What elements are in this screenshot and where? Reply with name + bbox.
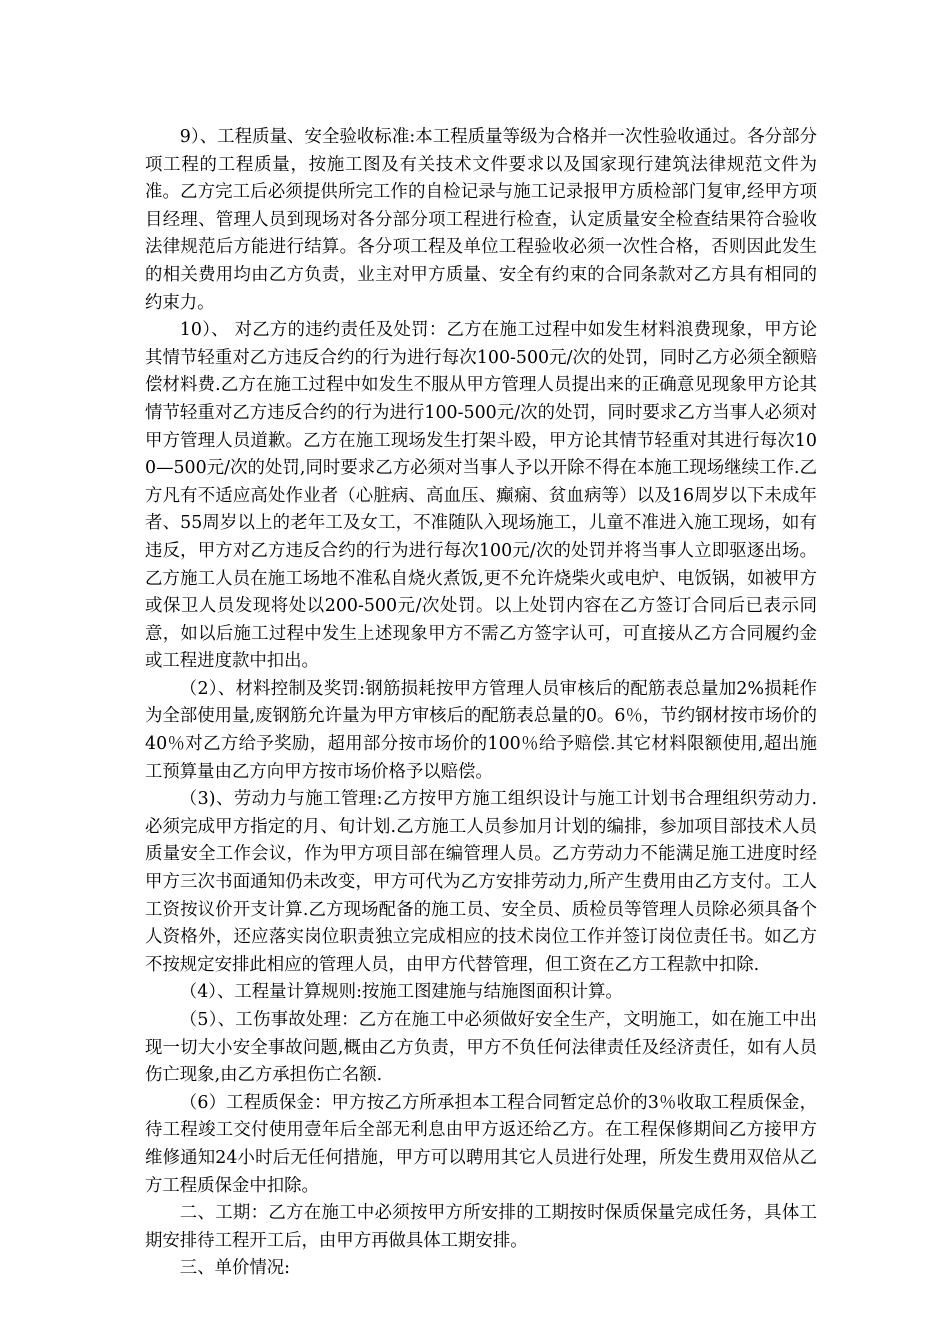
section-2-schedule: 二、工期：乙方在施工中必须按甲方所安排的工期按时保质保量完成任务，具体工期安排待工程开工后，由甲方再做具体工期安排。 xyxy=(145,1203,817,1251)
clause-9-quality-acceptance: 9）、工程质量、安全验收标准:本工程质量等级为合格并一次性验收通过。各分部分项工程的工程质量，按施工图及有关技术文件要求以及国家现行建筑法律规范文件为准。乙方完工后必须提供所完工作的自检记录与施工记录报甲方质检部门复审,经甲方项目经理、管理人员到现场对各分部分项工程进行检查，认定质量安全检查结果符合验收法律规范后方能进行结算。各分项工程及单位工程验收必须一次性合格，否则因此发生的相关费用均由乙方负责，业主对甲方质量、安全有约束的合同条款对乙方具有相同的约束力。 xyxy=(145,127,817,313)
clause-injury-handling: （5）、工伤事故处理：乙方在施工中必须做好安全生产，文明施工，如在施工中出现一切大小安全事故问题,概由乙方负责，甲方不负任何法律责任及经济责任，如有人员伤亡现象,由乙方承担伤亡名额. xyxy=(145,1010,817,1086)
clause-quality-deposit: （6）工程质保金：甲方按乙方所承担本工程合同暂定总价的3％收取工程质保金，待工程竣工交付使用壹年后全部无利息由甲方返还给乙方。在工程保修期间乙方接甲方维修通知24小时后无任何措施，甲方可以聘用其它人员进行处理，所发生费用双倍从乙方工程质保金中扣除。 xyxy=(145,1092,817,1196)
document-body xyxy=(145,124,817,1283)
clause-material-control: （2）、材料控制及奖罚:钢筋损耗按甲方管理人员审核后的配筋表总量加2%损耗作为全部使用量,废钢筋允许量为甲方审核后的配筋表总量的0。6％，节约钢材按市场价的40％对乙方给予奖励，超用部分按市场价的100％给予赔偿.其它材料限额使用,超出施工预算量由乙方向甲方按市场价格予以赔偿。 xyxy=(145,678,817,782)
clause-quantity-rules: （4）、工程量计算规则:按施工图建施与结施图面积计算。 xyxy=(179,982,623,1003)
section-3-unit-price: 三、单价情况: xyxy=(179,1258,291,1279)
clause-labor-management: （3)、劳动力与施工管理:乙方按甲方施工组织设计与施工计划书合理组织劳动力.必须完成甲方指定的月、旬计划.乙方施工人员参加月计划的编排，参加项目部技术人员质量安全工作会议，作为甲方项目部在编管理人员。乙方劳动力不能满足施工进度时经甲方三次书面通知仍未改变，甲方可代为乙方安排劳动力,所产生费用由乙方支付。工人工资按议价开支计算.乙方现场配备的施工员、安全员、质检员等管理人员除必须具备个人资格外，还应落实岗位职责独立完成相应的技术岗位工作并签订岗位责任书。如乙方不按规定安排此相应的管理人员，由甲方代替管理，但工资在乙方工程款中扣除. xyxy=(145,789,817,975)
clause-10-breach-penalties: 10）、 对乙方的违约责任及处罚：乙方在施工过程中如发生材料浪费现象，甲方论其情节轻重对乙方违反合约的行为进行每次100-500元/次的处罚，同时乙方必须全额赔偿材料费.乙方在施工过程中如发生不服从甲方管理人员提出来的正确意见现象甲方论其情节轻重对乙方违反合约的行为进行100-500元/次的处罚，同时要求乙方当事人必须对甲方管理人员道歉。乙方在施工现场发生打架斗殴，甲方论其情节轻重对其进行每次100—500元/次的处罚,同时要求乙方必须对当事人予以开除不得在本施工现场继续工作.乙方凡有不适应高处作业者（心脏病、高血压、癫痫、贫血病等）以及16周岁以下未成年者、55周岁以上的老年工及女工，不准随队入现场施工，儿童不准进入施工现场，如有违反，甲方对乙方违反合约的行为进行每次100元/次的处罚并将当事人立即驱逐出场。乙方施工人员在施工场地不准私自烧火煮饭,更不允许烧柴火或电炉、电饭锅，如被甲方或保卫人员发现将处以200-500元/次处罚。以上处罚内容在乙方签订合同后已表示同意，如以后施工过程中发生上述现象甲方不需乙方签字认可，可直接从乙方合同履约金或工程进度款中扣出。 xyxy=(145,320,817,672)
